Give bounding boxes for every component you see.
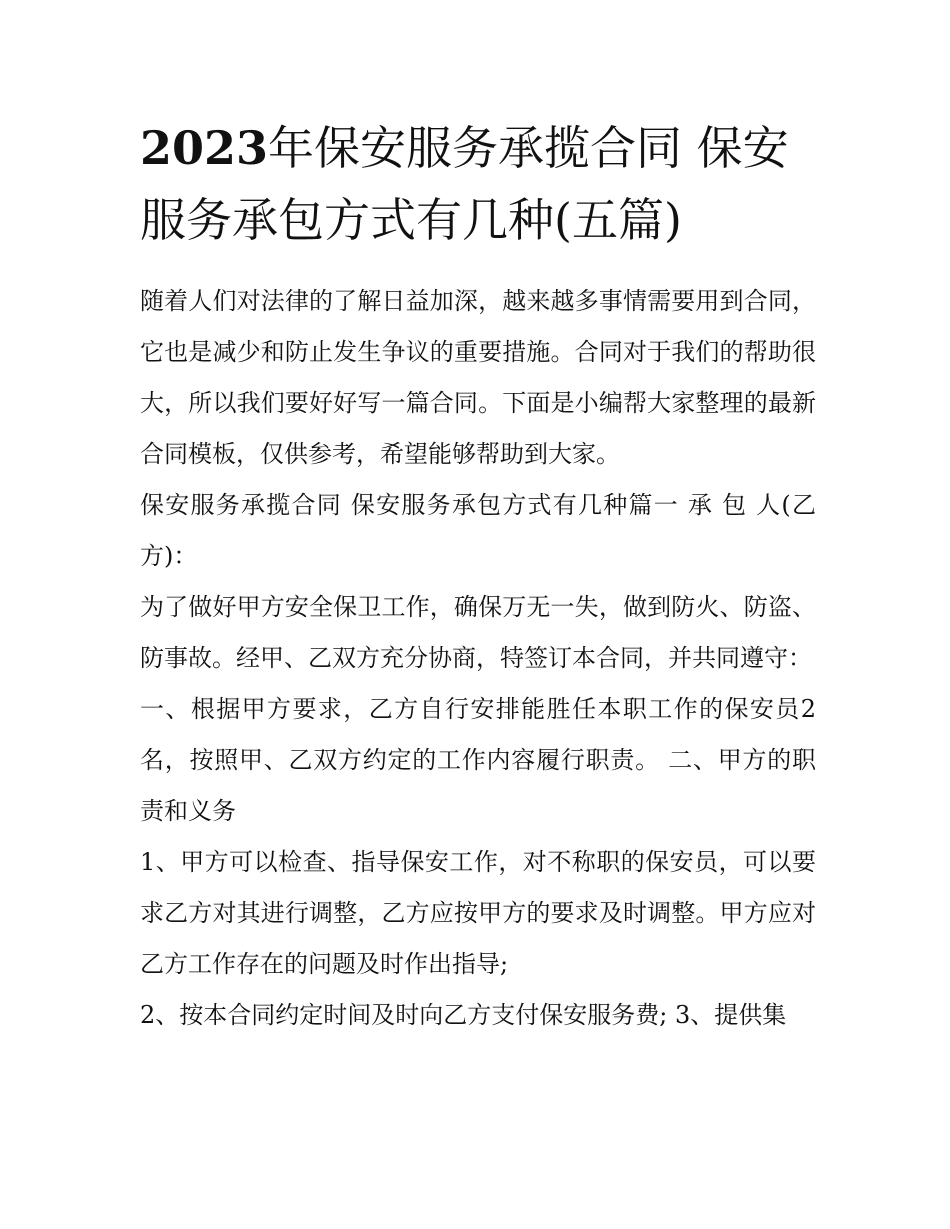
paragraph-purpose: 为了做好甲方安全保卫工作，确保万无一失，做到防火、防盗、防事故。经甲、乙双方充分协商，特签订本合同，并共同遵守：: [140, 593, 816, 672]
title-text: 年保安服务承揽合同 保安服务承包方式有几种(五篇): [140, 121, 789, 247]
document-body: [140, 276, 816, 1041]
title-year: 2023: [140, 121, 269, 175]
paragraph-clause-two-1: 1、甲方可以检查、指导保安工作，对不称职的保安员，可以要求乙方对其进行调整，乙方应按甲方的要求及时调整。甲方应对乙方工作存在的问题及时作出指导;: [140, 848, 816, 978]
document-title: [140, 112, 820, 256]
paragraph-contract-heading: 保安服务承揽合同 保安服务承包方式有几种篇一 承 包 人(乙方)：: [140, 491, 816, 570]
paragraph-clause-two-2: 2、按本合同约定时间及时向乙方支付保安服务费; 3、提供集: [140, 1001, 787, 1029]
paragraph-clause-one: 一、根据甲方要求，乙方自行安排能胜任本职工作的保安员2名，按照甲、乙双方约定的工作内容履行职责。 二、甲方的职责和义务: [140, 695, 816, 825]
paragraph-intro: 随着人们对法律的了解日益加深，越来越多事情需要用到合同，它也是减少和防止发生争议的重要措施。合同对于我们的帮助很大，所以我们要好好写一篇合同。下面是小编帮大家整理的最新合同模板，仅供参考，希望能够帮助到大家。: [140, 287, 816, 468]
